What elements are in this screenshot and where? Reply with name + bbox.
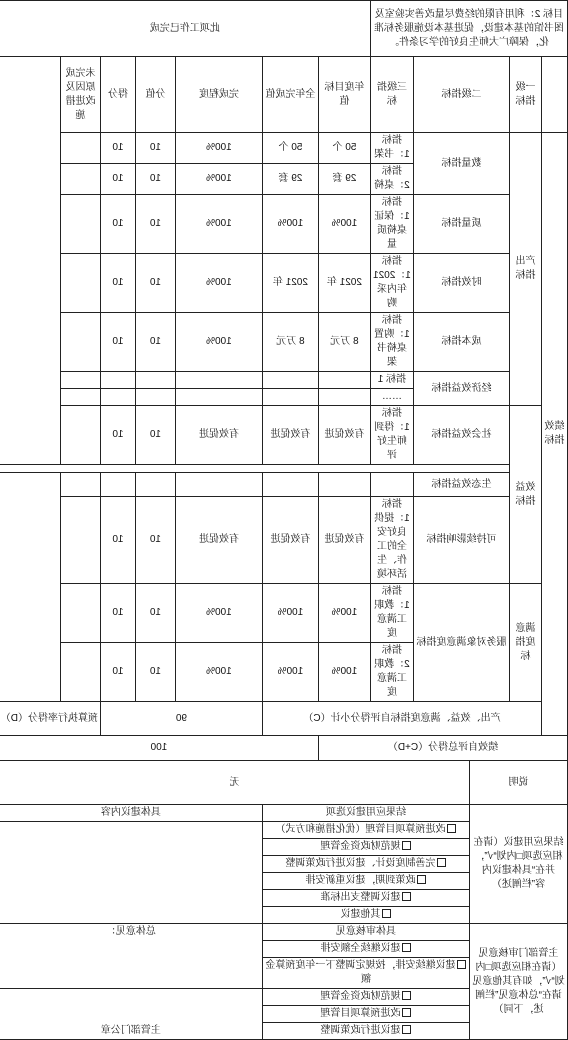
checkbox[interactable] [402, 991, 411, 1000]
row10-target: 100% [318, 584, 370, 643]
row1-reason [60, 133, 100, 164]
checkbox[interactable] [447, 824, 456, 833]
row11-actual: 100% [262, 643, 318, 702]
row4-indicator: 指标 1：2021 年内采购 [370, 254, 413, 313]
checkbox[interactable] [402, 943, 411, 952]
row5-reason [60, 313, 100, 372]
row2-value: 10 [135, 164, 175, 195]
goal-status: 此项工作已完成 [0, 1, 370, 57]
row2-indicator: 指标 2：桌椅 [370, 164, 413, 195]
row11-score: 10 [100, 643, 135, 702]
level2-social: 社会效益指标 [414, 406, 510, 465]
suggest-option[interactable]: 改进预算项目管理（优化措施和方式） [262, 822, 469, 839]
row3-value: 10 [135, 195, 175, 254]
dept-label: 主管部门审核意见（请在相应选项□内划“√”，如有其他意见请在“总体意见”栏阐述，下同） [470, 924, 568, 1040]
row8-completion: 有效促进 [175, 406, 262, 465]
row4-reason [60, 254, 100, 313]
row5-score: 10 [100, 313, 135, 372]
checkbox[interactable] [402, 1025, 411, 1034]
level2-sustainable: 可持续影响指标 [414, 497, 510, 584]
row1-score: 10 [100, 133, 135, 164]
row3-target: 100% [318, 195, 370, 254]
row2-completion: 100% [175, 164, 262, 195]
row10-indicator: 指标 1：教职工满意度 [370, 584, 413, 643]
suggest-option[interactable]: 其他建议 [262, 907, 469, 924]
level1-output: 产出指标 [510, 133, 542, 406]
row10-score: 10 [100, 584, 135, 643]
row7-indicator: …… [370, 389, 413, 406]
level1-effect: 效益指标 [510, 406, 542, 584]
total-label: 绩效自评总得分（C+D） [318, 736, 567, 761]
row11-target: 100% [318, 643, 370, 702]
row10-reason [60, 584, 100, 643]
suggest-col-options: 结果应用建议选项 [262, 805, 469, 822]
header-annual-target: 年度目标值 [318, 57, 370, 133]
header-level2: 二级指标 [414, 57, 510, 133]
row2-score: 10 [100, 164, 135, 195]
suggest-label: 结果应用建议（请在相应选项□内划“√”，并在“具体建议内容”栏阐述） [470, 805, 568, 924]
row3-reason [60, 195, 100, 254]
row5-completion: 100% [175, 313, 262, 372]
row2-reason [60, 164, 100, 195]
dept-seal: 主管部门公章 [0, 989, 262, 1040]
subtotal-label: 产出、效益、满意度指标自评得分小计（C） [262, 702, 541, 736]
suggest-col-content: 具体建议内容 [0, 805, 262, 822]
row9-value: 10 [135, 497, 175, 584]
header-spacer [542, 57, 568, 133]
row8-value: 10 [135, 406, 175, 465]
row5-target: 8 万元 [318, 313, 370, 372]
header-completion: 完成程度 [175, 57, 262, 133]
row5-indicator: 指标 1：购置桌椅书架 [370, 313, 413, 372]
row10-completion: 100% [175, 584, 262, 643]
dept-col-options: 具体审核意见 [262, 924, 469, 941]
row3-score: 10 [100, 195, 135, 254]
row1-target: 50 个 [318, 133, 370, 164]
row10-actual: 100% [262, 584, 318, 643]
row9-reason [60, 497, 100, 584]
row1-actual: 50 个 [262, 133, 318, 164]
suggest-option[interactable]: 完善制度设计、建议进行政策调整 [262, 856, 469, 873]
row1-indicator: 指标 1：书架 [370, 133, 413, 164]
level2-service-obj: 服务对象满意度指标 [414, 584, 510, 702]
dept-option[interactable]: 建议进行政策调整 [262, 1023, 469, 1040]
row11-value: 10 [135, 643, 175, 702]
level2-timeliness: 时效指标 [414, 254, 510, 313]
row8-actual: 有效促进 [262, 406, 318, 465]
header-reason: 未完成原因及改进措施 [60, 57, 100, 133]
row9-actual: 有效促进 [262, 497, 318, 584]
header-full-year: 全年完成值 [262, 57, 318, 133]
dept-option[interactable]: 建议继续安排，按规定调整下一年度预算金额 [262, 958, 469, 989]
row8-score: 10 [100, 406, 135, 465]
total-value: 100 [0, 736, 318, 761]
row1-completion: 100% [175, 133, 262, 164]
row2-actual: 29 套 [262, 164, 318, 195]
header-level1: 一级指标 [510, 57, 542, 133]
row3-indicator: 指标 1：保证桌椅质量 [370, 195, 413, 254]
level1-perf: 绩效指标 [542, 133, 568, 736]
row8-reason [60, 406, 100, 465]
row4-value: 10 [135, 254, 175, 313]
row9-target: 有效促进 [318, 497, 370, 584]
row10-value: 10 [135, 584, 175, 643]
checkbox[interactable] [417, 875, 426, 884]
checkbox[interactable] [437, 858, 446, 867]
suggest-option[interactable]: 规范财政资金管理 [262, 839, 469, 856]
level2-ecological: 生态效益指标 [414, 473, 510, 497]
checkbox[interactable] [382, 909, 391, 918]
row11-completion: 100% [175, 643, 262, 702]
row9-score: 10 [100, 497, 135, 584]
row11-indicator: 指标 2：教职工满意度 [370, 643, 413, 702]
dept-option[interactable]: 改进预算项目管理 [262, 1006, 469, 1023]
row9-indicator: 指标 1：提供良好安全的工作、生活环境 [370, 497, 413, 584]
row3-actual: 100% [262, 195, 318, 254]
row11-reason [60, 643, 100, 702]
row4-actual: 2021 年 [262, 254, 318, 313]
row5-value: 10 [135, 313, 175, 372]
suggest-content[interactable] [0, 822, 262, 924]
level2-quality: 质量指标 [414, 195, 510, 254]
checkbox[interactable] [402, 841, 411, 850]
row4-completion: 100% [175, 254, 262, 313]
header-level3: 三级指标 [370, 57, 413, 133]
dept-overall[interactable]: 总体意见： [0, 924, 262, 989]
header-score-value: 分值 [135, 57, 175, 133]
level2-cost: 成本指标 [414, 313, 510, 372]
suggest-option[interactable]: 政策到期，建议重新安排 [262, 873, 469, 890]
goal-text: 目标 2：利用有限的经费尽量改善实验室及图书馆的基本建设，促进基本设施服务标准化，保障广大师生良好的学习条件。 [370, 1, 567, 57]
subtotal-value: 90 [100, 702, 262, 736]
checkbox[interactable] [402, 1008, 411, 1017]
row1-value: 10 [135, 133, 175, 164]
checkbox[interactable] [402, 892, 411, 901]
row6-indicator: 指标 1 [370, 372, 413, 389]
level2-quantity: 数量指标 [414, 133, 510, 195]
dept-option[interactable]: 建议继续全额安排 [262, 941, 469, 958]
explain-value: 无 [0, 761, 470, 805]
row4-score: 10 [100, 254, 135, 313]
level1-satisfaction: 满意度指标 [510, 584, 542, 702]
row5-actual: 8 万元 [262, 313, 318, 372]
row2-target: 29 套 [318, 164, 370, 195]
row3-completion: 100% [175, 195, 262, 254]
row9-completion: 有效促进 [175, 497, 262, 584]
suggest-option[interactable]: 建议调整支出标准 [262, 890, 469, 907]
dept-option[interactable]: 规范财政资金管理 [262, 989, 469, 1006]
budget-label: 预算执行率得分（D） [0, 702, 100, 736]
checkbox[interactable] [457, 960, 466, 969]
row8-indicator: 指标 1：得到师生好评 [370, 406, 413, 465]
row8-target: 有效促进 [318, 406, 370, 465]
level2-economic: 经济效益指标 [414, 372, 510, 406]
explain-label: 说明 [470, 761, 568, 805]
row4-target: 2021 年 [318, 254, 370, 313]
header-score: 得分 [100, 57, 135, 133]
